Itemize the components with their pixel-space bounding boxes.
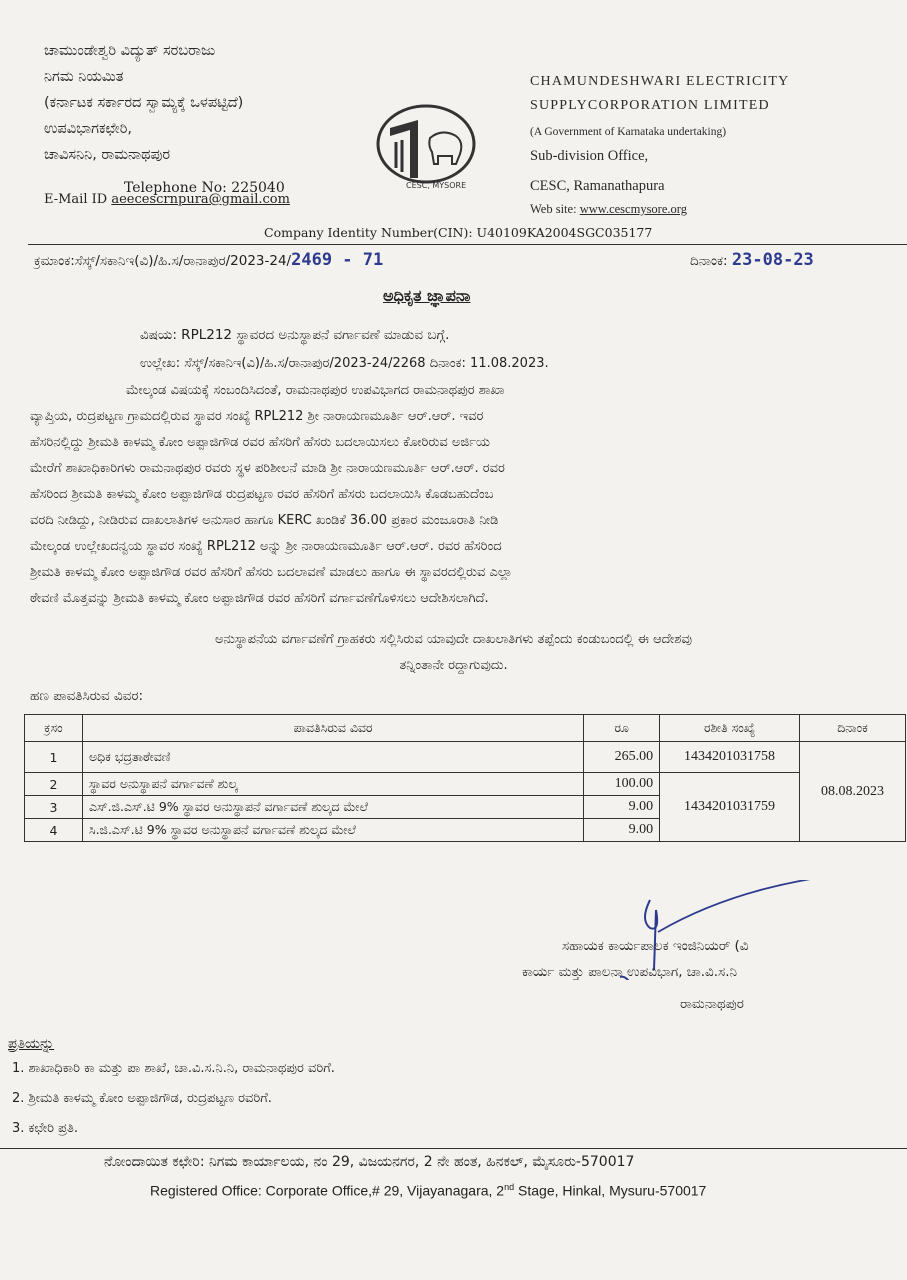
handwritten-number: 2469 - 71	[291, 250, 384, 270]
header-divider	[28, 244, 907, 245]
row-description: ಎಸ್.ಜಿ.ಎಸ್.ಟಿ 9% ಸ್ಥಾವರ ಅನುಸ್ಥಾಪನೆ ವರ್ಗಾವಣೆ ಶುಲ್ಕದ ಮೇಲೆ	[82, 796, 583, 819]
body-line: ವ್ಯಾಪ್ತಿಯ, ರುದ್ರಪಟ್ಟಣ ಗ್ರಾಮದಲ್ಲಿರುವ ಸ್ಥಾವರ ಸಂಖ್ಯೆ RPL212 ಶ್ರೀ ನಾರಾಯಣಮೂರ್ತಿ ಆರ್.ಆರ್. ಇವರ	[30, 409, 484, 424]
list-item: 2. ಶ್ರೀಮತಿ ಕಾಳಮ್ಮ ಕೋಂ ಅಪ್ಪಾಜಿಗೌಡ, ರುದ್ರಪಟ್ಟಣ ರವರಿಗೆ.	[12, 1091, 272, 1106]
company-name-line1: CHAMUNDESHWARI ELECTRICITY	[530, 74, 790, 89]
receipt-number: 1434201031759	[660, 773, 800, 842]
body-line: ಮೇಲ್ಕಂಡ ವಿಷಯಕ್ಕೆ ಸಂಬಂದಿಸಿದಂತೆ, ರಾಮನಾಥಪುರ ಉಪವಿಭಾಗದ ರಾಮನಾಥಪುರ ಶಾಖಾ	[126, 383, 505, 398]
government-note: (A Government of Karnataka undertaking)	[530, 126, 727, 138]
row-amount: 265.00	[584, 742, 660, 773]
header-kn-line: ಉಪವಿಭಾಗಕಛೇರಿ,	[44, 121, 132, 137]
memo-body	[30, 378, 900, 612]
footer-en-part: Registered Office: Corporate Office,# 29, Vijayanagara, 2	[150, 1182, 505, 1199]
header-kannada	[44, 38, 364, 168]
body-line: ಮೇರೆಗೆ ಶಾಖಾಧಿಕಾರಿಗಳು ರಾಮನಾಥಪುರ ರವರು ಸ್ಥಳ ಪರಿಶೀಲನೆ ಮಾಡಿ ಶ್ರೀ ನಾರಾಯಣಮೂರ್ತಿ ಆರ್.ಆರ್. ರವರ	[30, 461, 505, 476]
copies-list	[12, 1054, 335, 1144]
body-line: ಮೇಲ್ಕಂಡ ಉಲ್ಲೇಖದನ್ವಯ ಸ್ಥಾವರ ಸಂಖ್ಯೆ RPL212 ಅನ್ನು ಶ್ರೀ ನಾರಾಯಣಮೂರ್ತಿ ಆರ್.ಆರ್. ರವರ ಹೆಸರಿಂದ	[30, 539, 502, 554]
row-description: ಸಿ.ಜಿ.ಎಸ್.ಟಿ 9% ಸ್ಥಾವರ ಅನುಸ್ಥಾಪನೆ ವರ್ಗಾವಣೆ ಶುಲ್ಕದ ಮೇಲೆ	[82, 819, 583, 842]
header-kn-line: ಚಾವಿಸನಿನಿ, ರಾಮನಾಥಪುರ	[44, 147, 171, 163]
copies-heading: ಪ್ರತಿಯನ್ನು	[8, 1036, 55, 1052]
signatory-designation: ಸಹಾಯಕ ಕಾರ್ಯಪಾಲಕ ಇಂಜಿನಿಯರ್ (ವಿ	[562, 938, 749, 954]
row-amount: 9.00	[584, 819, 660, 842]
list-item: 1. ಶಾಖಾಧಿಕಾರಿ ಕಾ ಮತ್ತು ಪಾ ಶಾಖೆ, ಚಾ.ವಿ.ಸ.ನಿ.ನಿ, ರಾಮನಾಥಪುರ ವರಿಗೆ.	[12, 1061, 335, 1076]
footer-divider	[0, 1148, 907, 1149]
memo-title: ಅಧಿಕೃತ ಜ್ಞಾಪನಾ	[383, 286, 471, 305]
body-line: ಹೆಸರಿನಲ್ಲಿದ್ದು ಶ್ರೀಮತಿ ಕಾಳಮ್ಮ ಕೋಂ ಅಪ್ಪಾಜಿಗೌಡ ರವರ ಹೆಸರಿಗೆ ಹೆಸರು ಬದಲಾಯಿಸಲು ಕೋರಿರುವ ಅರ್ಜಿಯ	[30, 435, 490, 450]
row-amount: 100.00	[584, 773, 660, 796]
memo-date	[690, 250, 814, 270]
payment-date: 08.08.2023	[800, 742, 906, 842]
note-line-2: ತನ್ನಿಂತಾನೇ ರದ್ದಾಗುವುದು.	[399, 658, 508, 673]
email-line	[44, 192, 290, 207]
header-kn-line: ನಿಗಮ ನಿಯಮಿತ	[44, 69, 124, 85]
date-label: ದಿನಾಂಕ:	[690, 253, 728, 269]
company-name-line2: SUPPLYCORPORATION LIMITED	[530, 98, 770, 113]
reference-number	[34, 250, 383, 270]
reference-line: ಉಲ್ಲೇಖ: ಸೆಸ್ಕ್/ಸಕಾನಿಇ(ವಿ)/ಹಿ.ಸ/ರಾನಾಪುರ/2023-24/2268 ದಿನಾಂಕ: 11.08.2023.	[140, 356, 549, 371]
row-description: ಅಧಿಕ ಭದ್ರತಾಠೇವಣಿ	[82, 742, 583, 773]
list-item: 3. ಕಛೇರಿ ಪ್ರತಿ.	[12, 1121, 79, 1136]
cesc-location: CESC, Ramanathapura	[530, 178, 665, 194]
row-sl: 1	[25, 742, 83, 773]
subdivision-office: Sub-division Office,	[530, 148, 649, 164]
payment-details-label: ಹಣ ಪಾವತಿಸಿರುವ ವಿವರ:	[30, 688, 144, 704]
cesc-logo	[372, 98, 480, 190]
body-line: ಠೇವಣಿ ಮೊತ್ತವನ್ನು ಶ್ರೀಮತಿ ಕಾಳಮ್ಮ ಕೋಂ ಅಪ್ಪಾಜಿಗೌಡ ರವರ ಹೆಸರಿಗೆ ವರ್ಗಾವಣೆಗೊಳಿಸಲು ಆದೇಶಿಸಲಾಗಿದೆ.	[30, 591, 489, 606]
header-english	[530, 70, 789, 217]
row-amount: 9.00	[584, 796, 660, 819]
logo-text: CESC, MYSORE	[406, 181, 467, 190]
email-label: E-Mail ID	[44, 192, 108, 207]
header-amount: ರೂ	[584, 715, 660, 742]
body-line: ಶ್ರೀಮತಿ ಕಾಳಮ್ಮ ಕೋಂ ಅಪ್ಪಾಜಿಗೌಡ ರವರ ಹೆಸರಿಗೆ ಹೆಸರು ಬದಲಾವಣೆ ಮಾಡಲು ಹಾಗೂ ಈ ಸ್ಥಾವರದಲ್ಲಿರುವ ಎಲ್ಲಾ	[30, 565, 513, 580]
row-sl: 3	[25, 796, 83, 819]
handwritten-date: 23-08-23	[731, 250, 814, 270]
signatory-division: ಕಾರ್ಯ ಮತ್ತು ಪಾಲನಾ ಉಪವಿಭಾಗ, ಚಾ.ವಿ.ಸ.ನಿ	[522, 964, 738, 980]
header-sl: ಕ್ರಸಂ	[25, 715, 83, 742]
body-line: ವರದಿ ನೀಡಿದ್ದು, ನೀಡಿರುವ ದಾಖಲಾತಿಗಳ ಅನುಸಾರ ಹಾಗೂ KERC ಖಂಡಿಕೆ 36.00 ಪ್ರಕಾರ ಮಂಜೂರಾತಿ ನೀಡಿ	[30, 513, 499, 528]
header-date: ದಿನಾಂಕ	[800, 715, 906, 742]
table-header-row	[25, 715, 906, 742]
company-cin: Company Identity Number(CIN): U40109KA2004SGC035177	[264, 225, 653, 240]
website-label: Web site:	[530, 202, 577, 216]
header-receipt: ರಶೀತಿ ಸಂಖ್ಯೆ	[660, 715, 800, 742]
receipt-number: 1434201031758	[660, 742, 800, 773]
email-link[interactable]: aeecescrnpura@gmail.com	[111, 192, 290, 207]
footer-en-sup: nd	[504, 1182, 515, 1192]
telephone: Telephone No: 225040	[124, 180, 285, 196]
subject-line: ವಿಷಯ: RPL212 ಸ್ಥಾವರದ ಅನುಸ್ಥಾಪನೆ ವರ್ಗಾವಣೆ ಮಾಡುವ ಬಗ್ಗೆ.	[140, 327, 450, 343]
website-link[interactable]: www.cescmysore.org	[579, 202, 687, 216]
row-sl: 4	[25, 819, 83, 842]
header-description: ಪಾವತಿಸಿರುವ ವಿವರ	[82, 715, 583, 742]
note-line-1: ಅನುಸ್ಥಾಪನೆಯ ವರ್ಗಾವಣೆಗೆ ಗ್ರಾಹಕರು ಸಲ್ಲಿಸಿರುವ ಯಾವುದೇ ದಾಖಲಾತಿಗಳು ತಪ್ಪೆಂದು ಕಂಡುಬಂದಲ್ಲಿ ಈ ಆದೇಶವು	[214, 632, 693, 647]
reference-prefix: ಕ್ರಮಾಂಕ:ಸೆಸ್ಕ್/ಸಕಾನಿಇ(ವಿ)/ಹಿ.ಸ/ರಾನಾಪುರ/2023-24/	[34, 253, 292, 269]
table-row	[25, 742, 906, 773]
header-kn-line: (ಕರ್ನಾಟಕ ಸರ್ಕಾರದ ಸ್ವಾಮ್ಯಕ್ಕೆ ಒಳಪಟ್ಟಿದೆ)	[44, 95, 244, 111]
table-row	[25, 773, 906, 796]
footer-english	[150, 1182, 706, 1199]
row-description: ಸ್ಥಾವರ ಅನುಸ್ಥಾಪನೆ ವರ್ಗಾವಣೆ ಶುಲ್ಕ	[82, 773, 583, 796]
signatory-place: ರಾಮನಾಥಪುರ	[680, 996, 744, 1012]
row-sl: 2	[25, 773, 83, 796]
footer-kannada: ನೋಂದಾಯಿತ ಕಛೇರಿ: ನಿಗಮ ಕಾರ್ಯಾಲಯ, ನಂ 29, ವಿಜಯನಗರ, 2 ನೇ ಹಂತ, ಹಿನಕಲ್, ಮೈಸೂರು-570017	[104, 1154, 635, 1170]
header-kn-line: ಚಾಮುಂಡೇಶ್ವರಿ ವಿದ್ಯುತ್ ಸರಬರಾಜು	[44, 43, 216, 59]
payment-table	[24, 714, 906, 842]
body-line: ಹೆಸರಿಂದ ಶ್ರೀಮತಿ ಕಾಳಮ್ಮ ಕೋಂ ಅಪ್ಪಾಜಿಗೌಡ ರುದ್ರಪಟ್ಟಣ ರವರ ಹೆಸರಿಗೆ ಹೆಸರು ಬದಲಾಯಿಸಿ ಕೊಡಬಹುದೆಂಬ	[30, 487, 494, 502]
footer-en-part: Stage, Hinkal, Mysuru-570017	[514, 1182, 707, 1199]
website-line	[530, 202, 789, 217]
